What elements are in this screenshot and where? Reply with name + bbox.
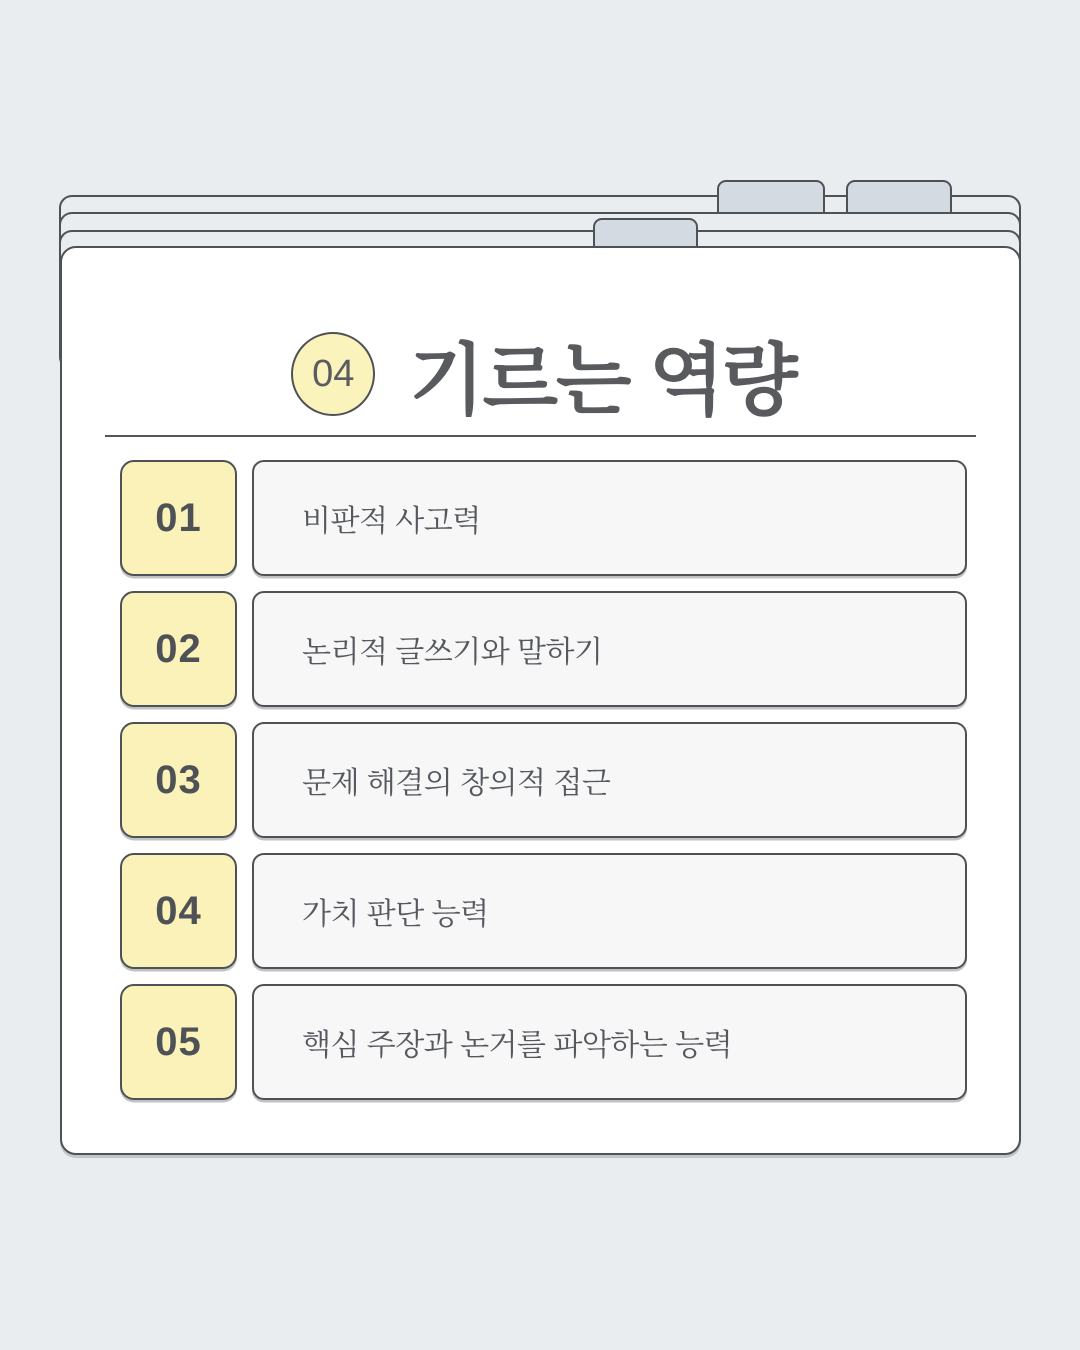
list-item [120, 853, 967, 969]
list-item [120, 591, 967, 707]
folder-tab-1 [717, 180, 825, 214]
item-number-box: 01 [120, 460, 237, 576]
item-label-box: 문제 해결의 창의적 접근 [252, 722, 967, 838]
section-number-badge [291, 332, 375, 416]
item-label-box: 가치 판단 능력 [252, 853, 967, 969]
title-row [120, 319, 967, 429]
item-label-box: 비판적 사고력 [252, 460, 967, 576]
item-label-box: 논리적 글쓰기와 말하기 [252, 591, 967, 707]
item-number-box: 03 [120, 722, 237, 838]
folder-tab-2 [846, 180, 952, 214]
item-label-box: 핵심 주장과 논거를 파악하는 능력 [252, 984, 967, 1100]
list-item [120, 984, 967, 1100]
section-number: 04 [312, 352, 355, 395]
item-number-box: 02 [120, 591, 237, 707]
item-number-box: 04 [120, 853, 237, 969]
list-item [120, 722, 967, 838]
competency-list [120, 460, 967, 1100]
main-card [60, 246, 1021, 1155]
list-item [120, 460, 967, 576]
item-number-box: 05 [120, 984, 237, 1100]
page-title: 기르는 역량 [409, 336, 796, 424]
folder-tab-3 [593, 218, 698, 248]
title-divider [105, 435, 976, 437]
